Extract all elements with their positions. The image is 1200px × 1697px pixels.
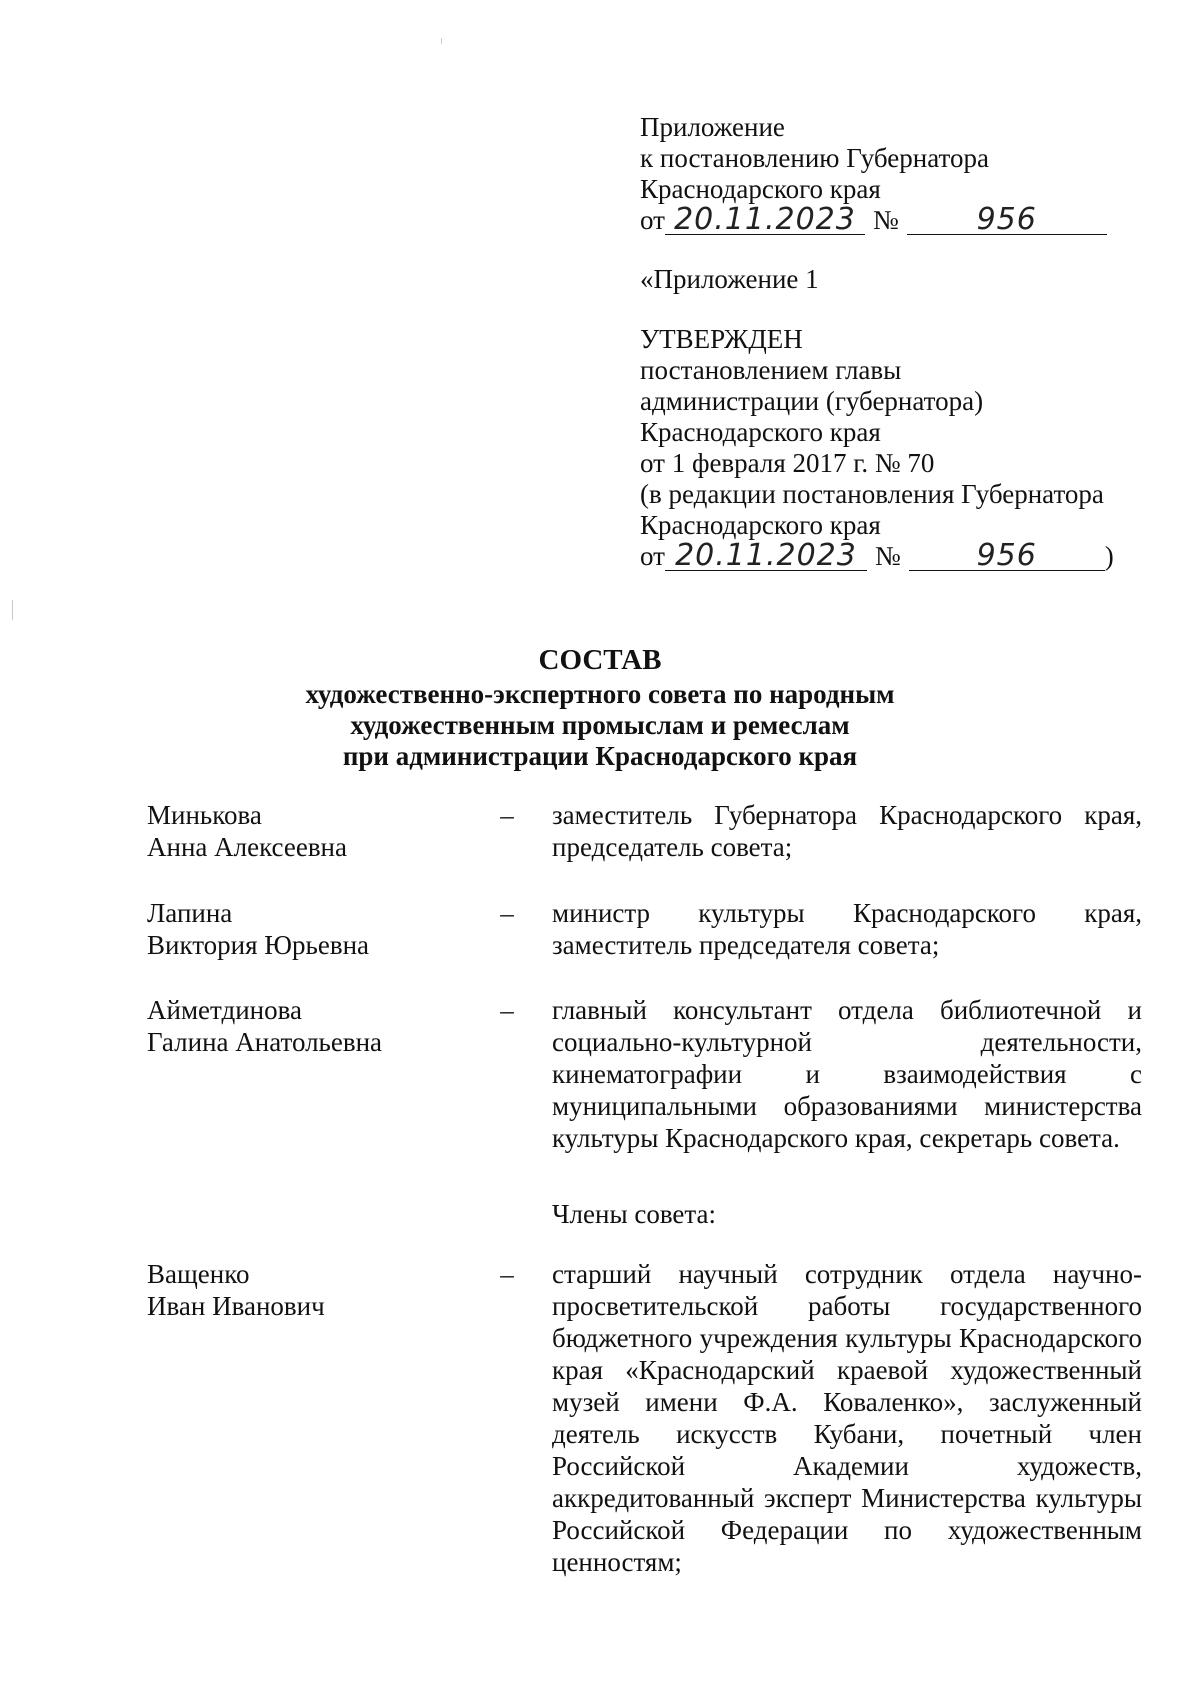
approval-line: Краснодарского края (640, 417, 881, 447)
dash-separator: – (500, 800, 514, 830)
handwritten-date: 20.11.2023 (665, 542, 867, 571)
number-sign: № (872, 205, 899, 235)
approval-line: (в редакции постановления Губернатора (640, 479, 1104, 509)
member-given-names: Галина Анатольевна (147, 1027, 383, 1057)
member-surname: Айметдинова (147, 995, 302, 1025)
member-description: министр культуры Краснодарского края, заместитель председателя совета; (552, 898, 1142, 960)
number-sign: № (874, 541, 901, 571)
scan-artifact (441, 38, 442, 44)
approval-line: Краснодарского края (640, 174, 881, 204)
approval-block (640, 112, 1160, 572)
handwritten-date: 20.11.2023 (665, 206, 865, 235)
approval-line: Краснодарского края (640, 510, 881, 540)
heading-title: СОСТАВ (538, 644, 662, 676)
member-name (147, 799, 477, 863)
approved-label: УТВЕРЖДЕН (640, 324, 803, 354)
annex-title: «Приложение 1 (640, 264, 819, 294)
heading-line: при администрации Краснодарского края (342, 741, 858, 771)
heading-line: художественным промыслам и ремеслам (350, 710, 850, 740)
approval-line: администрации (губернатора) (640, 386, 984, 416)
approval-line: от 1 февраля 2017 г. № 70 (640, 448, 935, 478)
member-given-names: Анна Алексеевна (147, 832, 347, 862)
document-heading (0, 645, 1200, 772)
member-given-names: Виктория Юрьевна (147, 930, 370, 960)
approval-line: Приложение (640, 112, 785, 142)
from-label: от (640, 205, 665, 235)
handwritten-number: 956 (907, 206, 1107, 235)
approval-line: к постановлению Губернатора (640, 143, 989, 173)
member-surname: Минькова (147, 800, 262, 830)
dash-separator: – (500, 898, 514, 928)
approval-line: постановлением главы (640, 355, 902, 385)
member-name (147, 994, 477, 1058)
members-section-label: Члены совета: (552, 1199, 717, 1229)
approval-date-line (640, 202, 1160, 237)
heading-line: художественно-экспертного совета по народным (305, 679, 895, 709)
scan-artifact (12, 600, 13, 620)
member-surname: Лапина (147, 898, 233, 928)
handwritten-number: 956 (909, 542, 1105, 571)
member-description: старший научный сотрудник отдела научно-просветительской работы государственного бюджетного учреждения культуры Краснодарского края «Краснодарский краевой художественный музей имени Ф.А. Коваленко», заслуженный деятель искусств Кубани, почетный член Российской Академии художеств, аккредитованный эксперт Министерства культуры Российской Федерации по художественным ценностям; (552, 1259, 1142, 1577)
member-name (147, 1258, 477, 1322)
member-given-names: Иван Иванович (147, 1291, 325, 1321)
dash-separator: – (500, 995, 514, 1025)
closing-paren: ) (1104, 541, 1114, 571)
from-label: от (640, 541, 665, 571)
member-description: заместитель Губернатора Краснодарского края, председатель совета; (552, 800, 1142, 862)
dash-separator: – (500, 1259, 514, 1289)
revision-date-line (640, 538, 1160, 573)
member-description: главный консультант отдела библиотечной и социально-культурной деятельности, кинематографии и взаимодействия с муниципальными образованиями министерства культуры Краснодарского края, секретарь совета. (552, 995, 1142, 1153)
member-surname: Ващенко (147, 1259, 250, 1289)
member-name (147, 897, 477, 961)
